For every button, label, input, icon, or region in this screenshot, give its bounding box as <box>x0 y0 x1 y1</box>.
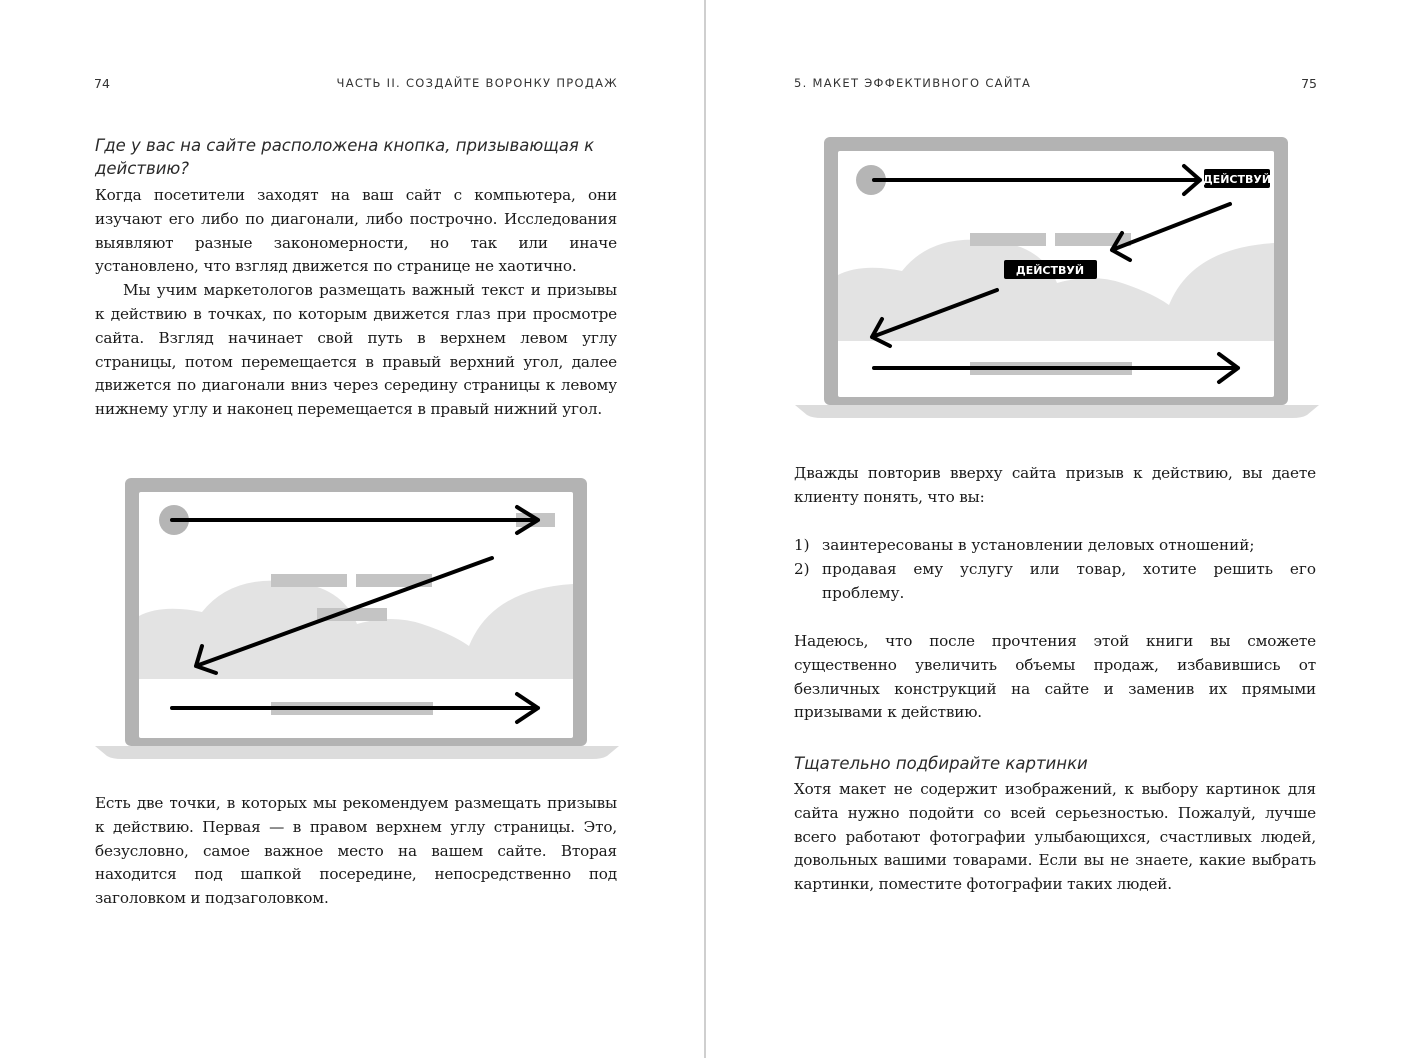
body-text-block <box>794 630 1316 725</box>
numbered-list <box>794 534 1316 605</box>
body-text-block <box>95 792 617 911</box>
laptop-base <box>95 746 619 759</box>
list-item <box>794 534 1316 558</box>
body-text-block <box>794 462 1316 510</box>
section-subhead: Где у вас на сайте расположена кнопка, призывающая к действию? <box>95 136 595 178</box>
page-number: 75 <box>1301 76 1317 91</box>
list-number: 2) <box>794 559 810 578</box>
laptop-eye-path-figure <box>92 474 622 764</box>
body-text-block <box>95 184 617 422</box>
paragraph: Есть две точки, в которых мы рекомендуем размещать призывы к действию. Первая — в правом верхнем углу страницы. Это, безусловно, самое важное место на вашем сайте. Вторая находится под шапкой посередине, непосредственно под заголовком и подзаголовком. <box>95 794 617 908</box>
cta-label: ДЕЙСТВУЙ <box>1015 264 1085 277</box>
paragraph: Мы учим маркетологов размещать важный текст и призывы к действию в точках, по которым движется глаз при просмотре сайта. Взгляд начинает свой путь в верхнем левом углу страницы, потом перемещается в правый верхний угол, далее движется по диагонали вниз через середину страницы к левому нижнему углу и наконец перемещается в правый нижний угол. <box>95 281 617 419</box>
list-text: продавая ему услугу или товар, хотите решить его проблему. <box>822 559 1316 602</box>
paragraph: Надеюсь, что после прочтения этой книги вы сможете существенно увеличить объемы продаж, избавившись от безличных конструкций на сайте и заменив их прямыми призывами к действию. <box>794 632 1316 722</box>
running-head: ЧАСТЬ II. СОЗДАЙТЕ ВОРОНКУ ПРОДАЖ <box>336 76 618 90</box>
paragraph: Дважды повторив вверху сайта призыв к действию, вы даете клиенту понять, что вы: <box>794 464 1316 506</box>
cta-button-middle <box>1004 260 1097 279</box>
headline-placeholder <box>970 233 1046 246</box>
cta-button-top <box>1203 169 1271 188</box>
page-number: 74 <box>94 76 110 91</box>
body-text-block <box>794 778 1316 897</box>
section-subhead: Тщательно подбирайте картинки <box>794 754 1088 773</box>
laptop-base <box>795 405 1319 418</box>
running-head: 5. МАКЕТ ЭФФЕКТИВНОГО САЙТА <box>794 76 1032 90</box>
list-text: заинтересованы в установлении деловых отношений; <box>822 536 1255 554</box>
right-page <box>706 0 1410 1058</box>
list-item <box>794 558 1316 606</box>
cta-label: ДЕЙСТВУЙ <box>1202 173 1272 186</box>
headline-placeholder <box>271 574 347 587</box>
laptop-cta-figure <box>792 133 1322 423</box>
list-number: 1) <box>794 536 810 554</box>
paragraph: Когда посетители заходят на ваш сайт с компьютера, они изучают его либо по диагонали, либо построчно. Исследования выявляют разные закономерности, но так или иначе установлено, что взгляд движется по странице не хаотично. <box>95 186 617 276</box>
paragraph: Хотя макет не содержит изображений, к выбору картинок для сайта нужно подойти со всей серьезностью. Пожалуй, лучше всего работают фотографии улыбающихся, счастливых людей, довольных вашими товарами. Если вы не знаете, какие выбрать картинки, поместите фотографии таких людей. <box>794 780 1316 894</box>
